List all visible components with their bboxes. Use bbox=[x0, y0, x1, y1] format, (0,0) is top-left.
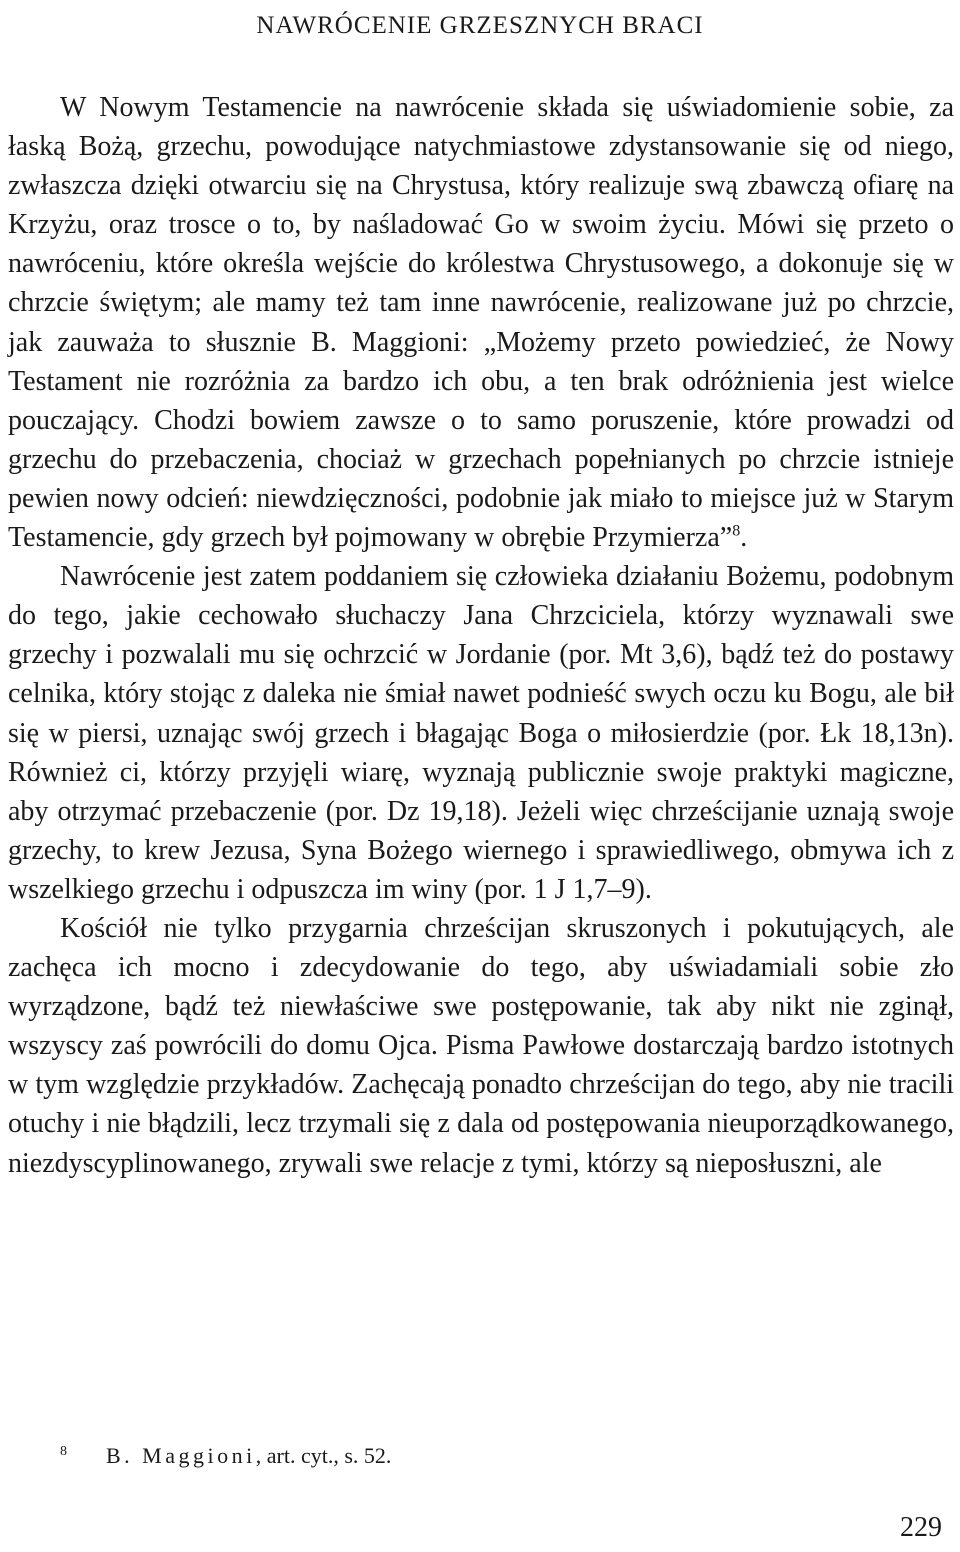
running-head: NAWRÓCENIE GRZESZNYCH BRACI bbox=[256, 12, 704, 39]
body-text bbox=[8, 88, 954, 1183]
paragraph-2 bbox=[8, 557, 954, 909]
page-number: 229 bbox=[900, 1512, 942, 1543]
paragraph-2-text: Nawrócenie jest zatem poddaniem się człowieka działaniu Bożemu, podobnym do tego, jakie cechowało słuchaczy Jana Chrzciciela, którzy wyznawali swe grzechy i pozwalali mu się ochrzcić w Jordanie (por. Mt 3,6), bądź też do postawy celnika, który stojąc z daleka nie śmiał nawet podnieść swych oczu ku Bogu, ale bił się w piersi, uznając swój grzech i błagając Boga o miłosierdzie (por. Łk 18,13n). Również ci, którzy przyjęli wiarę, wyznają publicznie swoje praktyki magiczne, aby otrzymać przebaczenie (por. Dz 19,18). Jeżeli więc chrześcijanie uznają swoje grzechy, to krew Jezusa, Syna Bożego wiernego i sprawiedliwego, obmywa ich z wszelkiego grzechu i odpuszcza im winy (por. 1 J 1,7–9). bbox=[8, 561, 954, 905]
footnote-reference: 8 bbox=[732, 522, 741, 540]
footnote-citation: , art. cyt., s. 52. bbox=[255, 1443, 392, 1468]
paragraph-3 bbox=[8, 909, 954, 1183]
footnote: 8 B. Maggioni, art. cyt., s. 52. bbox=[60, 1443, 392, 1468]
paragraph-1-text: W Nowym Testamencie na nawrócenie składa się uświadomienie sobie, za łaską Bożą, grzechu, powodujące natychmiastowe zdystansowanie się od niego, zwłaszcza dzięki otwarciu się na Chrystusa, który realizuje swą zbawczą ofiarę na Krzyżu, oraz trosce o to, by naśladować Go w swoim życiu. Mówi się przeto o nawróceniu, które określa wejście do królestwa Chrystusowego, a dokonuje się w chrzcie świętym; ale mamy też tam inne nawrócenie, realizowane już po chrzcie, jak zauważa to słusznie B. Maggioni: „Możemy przeto powiedzieć, że Nowy Testament nie rozróżnia za bardzo ich obu, a ten brak odróżnienia jest wielce pouczający. Chodzi bowiem zawsze o to samo poruszenie, które prowadzi od grzechu do przebaczenia, chociaż w grzechach popełnianych po chrzcie istnieje pewien nowy odcień: niewdzięczności, podobnie jak miało to miejsce już w Starym Testamencie, gdy grzech był pojmowany w obrębie Przymierza” bbox=[8, 92, 954, 554]
paragraph-3-text: Kościół nie tylko przygarnia chrześcijan skruszonych i pokutujących, ale zachęca ich mocno i zdecydowanie do tego, aby uświadamiali sobie zło wyrządzone, bądź też niewłaściwe swe postępowanie, tak aby nikt nie zginął, wszyscy zaś powrócili do domu Ojca. Pisma Pawłowe dostarczają bardzo istotnych w tym względzie przykładów. Zachęcają ponadto chrześcijan do tego, aby nie tracili otuchy i nie błądzili, lecz trzymali się z dala od postępowania nieuporządkowanego, niezdyscyplinowanego, zrywali swe relacje z tymi, którzy są nieposłuszni, ale bbox=[8, 912, 954, 1179]
paragraph-1: W Nowym Testamencie na nawrócenie składa się uświadomienie sobie, za łaską Bożą, grzechu, powodujące natychmiastowe zdystansowanie się od niego, zwłaszcza dzięki otwarciu się na Chrystusa, który realizuje swą zbawczą ofiarę na Krzyżu, oraz trosce o to, by naśladować Go w swoim życiu. Mówi się przeto o nawróceniu, które określa wejście do królestwa Chrystusowego, a dokonuje się w chrzcie świętym; ale mamy też tam inne nawrócenie, realizowane już po chrzcie, jak zauważa to słusznie B. Maggioni: „Możemy przeto powiedzieć, że Nowy Testament nie rozróżnia za bardzo ich obu, a ten brak odróżnienia jest wielce pouczający. Chodzi bowiem zawsze o to samo poruszenie, które prowadzi od grzechu do przebaczenia, chociaż w grzechach popełnianych po chrzcie istnieje pewien nowy odcień: niewdzięczności, podobnie jak miało to miejsce już w Starym Testamencie, gdy grzech był pojmowany w obrębie Przymierza”$^8$. bbox=[8, 92, 954, 554]
footnote-author: B. Maggioni bbox=[106, 1443, 256, 1468]
